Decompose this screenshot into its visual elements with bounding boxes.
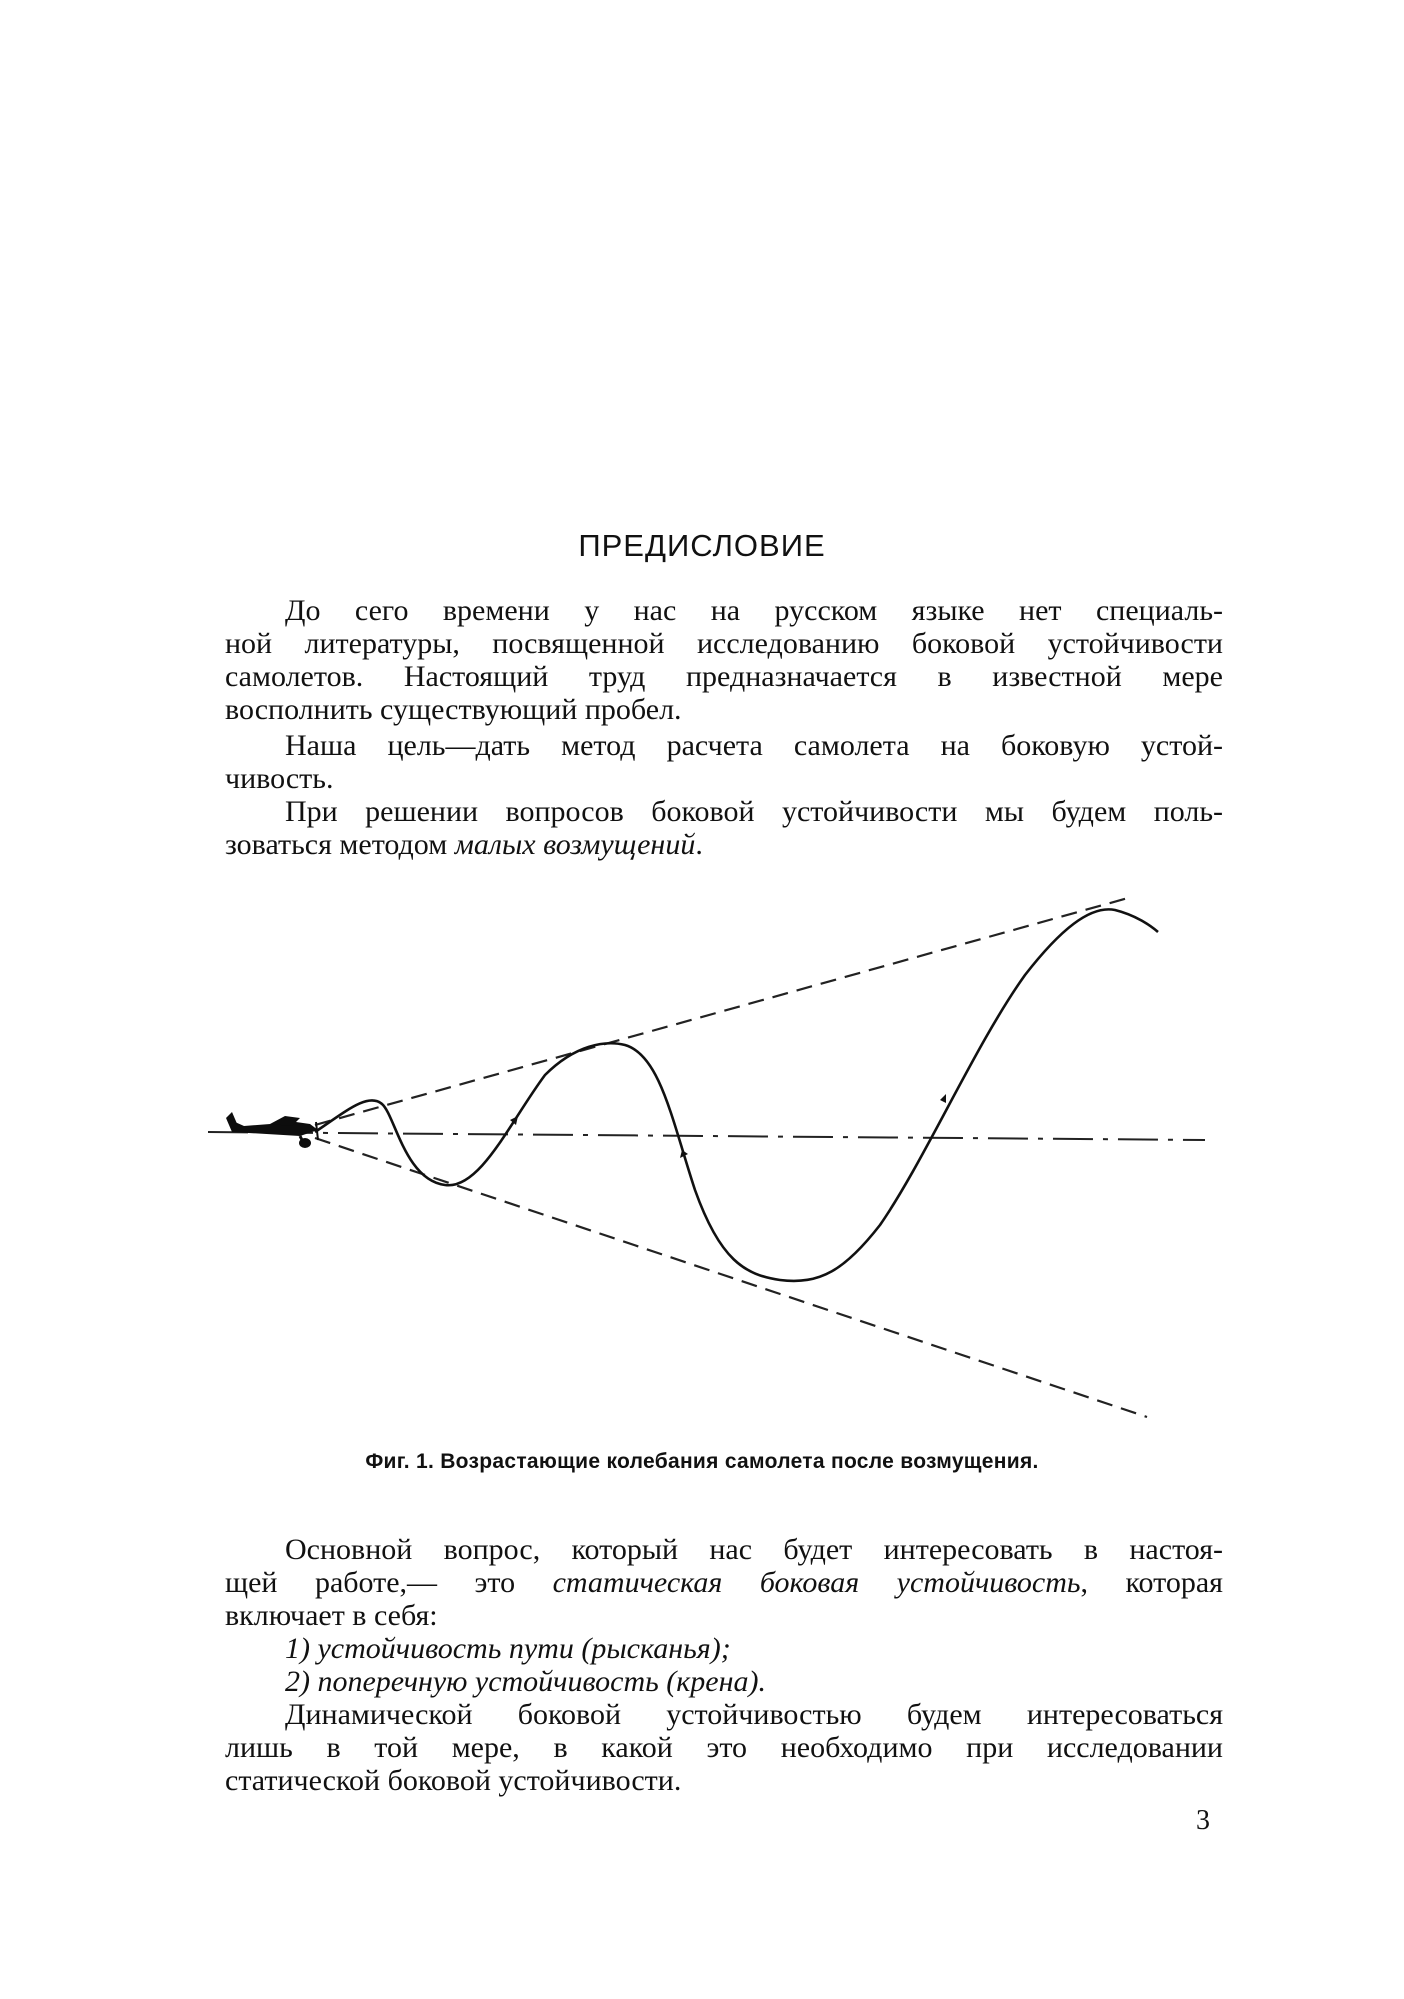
paragraph-main-question: [225, 1533, 1223, 1632]
paragraph-line: самолетов. Настоящий труд предназначается в известной мере: [225, 660, 1223, 693]
page-number: 3: [1196, 1805, 1210, 1836]
page-title: ПРЕДИСЛОВИЕ: [578, 528, 826, 563]
paragraph-line: Основной вопрос, который нас будет интересовать в настоя-: [285, 1533, 1223, 1566]
text-run: зоваться методом: [225, 828, 455, 861]
paragraph-line: До сего времени у нас на русском языке нет специаль-: [285, 594, 1223, 627]
list-item: 1) устойчивость пути (рысканья);: [285, 1632, 731, 1665]
paragraph-line: включает в себя:: [225, 1599, 438, 1632]
figure-caption: Фиг. 1. Возрастающие колебания самолета после возмущения.: [365, 1450, 1039, 1473]
paragraph-line: ной литературы, посвященной исследованию боковой устойчивости: [225, 627, 1223, 660]
figure-centerline: [208, 1132, 1205, 1140]
figure-lower-envelope: [315, 1138, 1147, 1417]
paragraph-line: При решении вопросов боковой устойчивости мы будем поль-: [285, 795, 1223, 828]
figure-upper-envelope: [315, 898, 1128, 1125]
paragraph-line: [225, 1566, 1223, 1599]
paragraph-line: чивость.: [225, 762, 334, 795]
figure-trajectory: [315, 909, 1158, 1281]
figure-arrow: [940, 1094, 946, 1103]
italic-term: статическая боковая устойчивость: [552, 1566, 1081, 1599]
text-run: .: [695, 828, 703, 861]
paragraph-line: Наша цель—дать метод расчета самолета на боковую устой-: [285, 729, 1223, 762]
paragraph-dynamic: [225, 1698, 1223, 1797]
text-run: , которая: [1080, 1566, 1223, 1599]
paragraph-line: лишь в той мере, в какой это необходимо при исследовании: [225, 1731, 1223, 1764]
paragraph-line: статической боковой устойчивости.: [225, 1764, 682, 1797]
list-item: 2) поперечную устойчивость (крена).: [285, 1665, 766, 1698]
text-run: щей работе,— это: [225, 1566, 553, 1599]
italic-term: малых возмущений: [454, 828, 696, 861]
paragraph-line: Динамической боковой устойчивостью будем интересоваться: [285, 1698, 1223, 1731]
airplane-icon: [226, 1112, 318, 1148]
paragraph-line: восполнить существующий пробел.: [225, 693, 682, 726]
